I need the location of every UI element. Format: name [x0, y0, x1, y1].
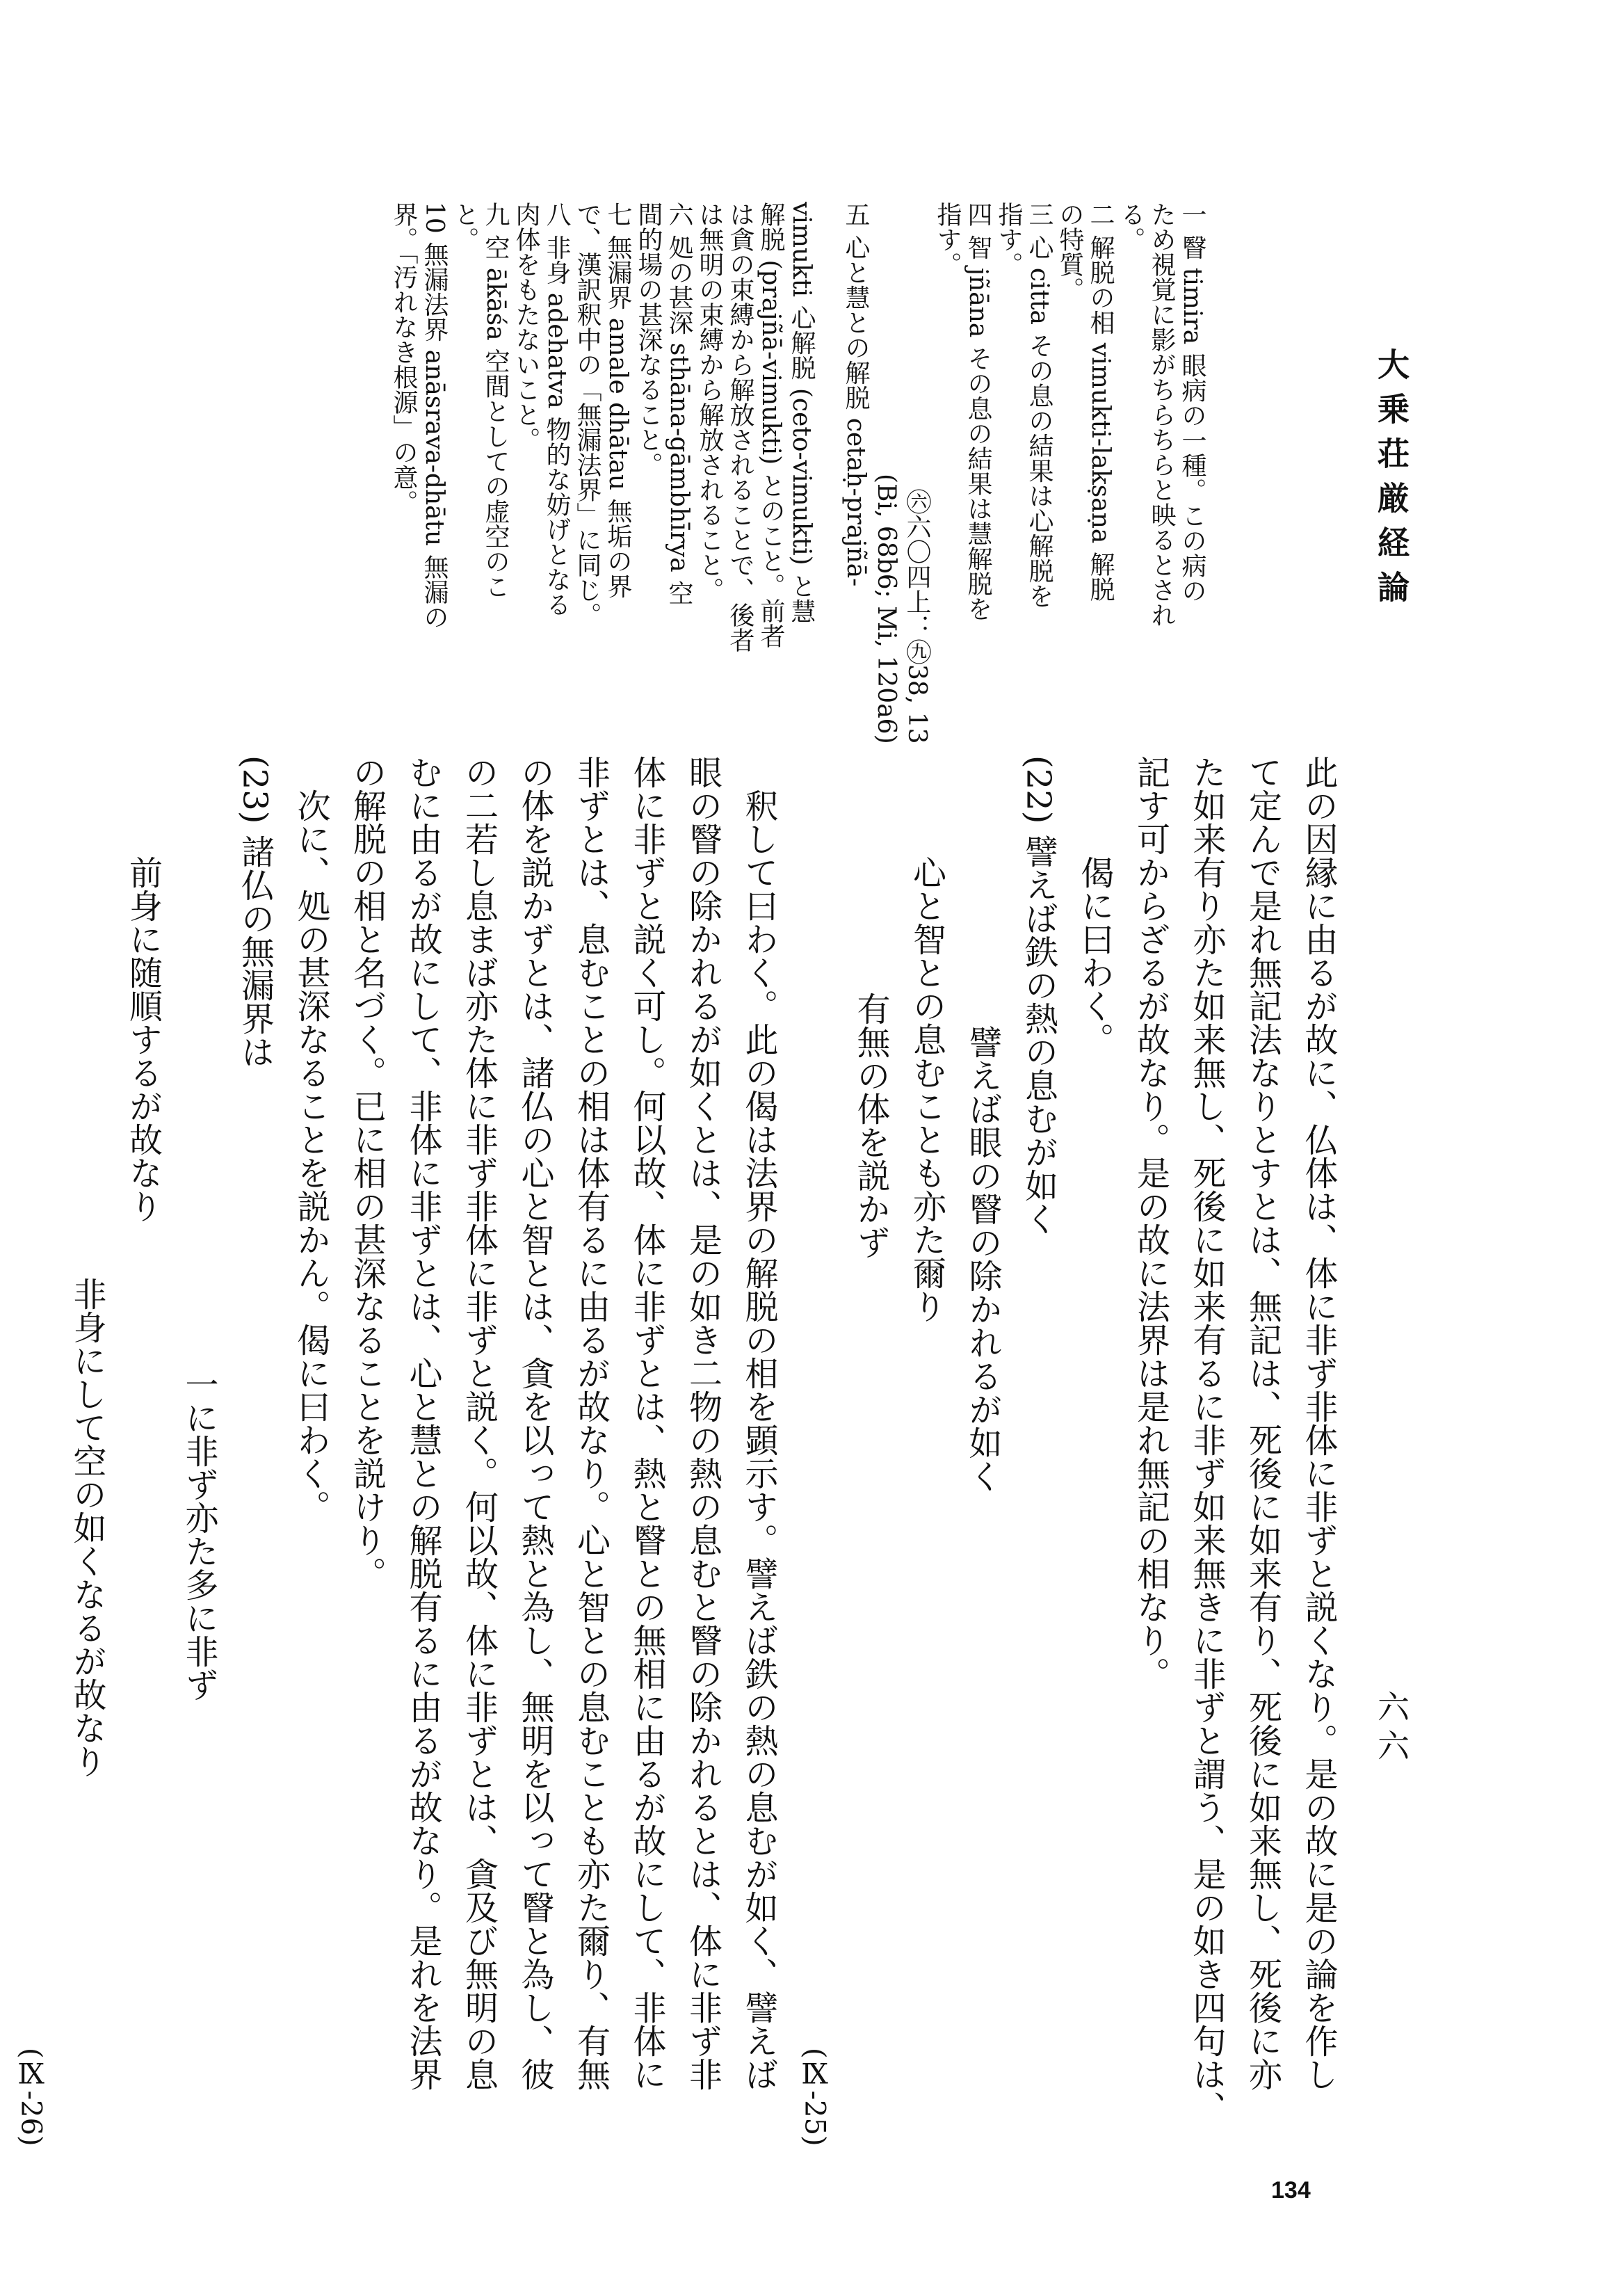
gatha-line: [171, 755, 227, 2146]
gatha-line: 心と智との息むことも亦た爾り: [907, 856, 946, 1323]
note-line: の特質。: [1056, 202, 1084, 302]
note-line: る。: [1117, 202, 1145, 252]
note-line: 10 無漏法界 anāsrava-dhātu 無漏の: [420, 202, 449, 629]
verse-reference: (Ⅸ-26): [15, 2048, 47, 2146]
gatha-line: [227, 755, 283, 2146]
note-line: で、漢訳釈中の「無漏法界」に同じ。: [573, 202, 601, 627]
gatha-line: [955, 755, 1011, 2280]
note-line: 九 空 ākāśa 空間としての虚空のこ: [481, 202, 510, 600]
gatha-second: 譬えば眼の瞖の除かれるが如く: [963, 1025, 1002, 1493]
note-line: 指す。: [994, 202, 1023, 277]
note-line: 一 瞖 timira 眼病の一種。この病の: [1178, 202, 1206, 603]
gatha-line: 前身に随順するが故なり: [123, 856, 163, 1223]
gatha-line: [786, 755, 898, 2146]
gatha-first: (23) 諸仏の無漏界は: [235, 755, 275, 1068]
note-line: vimukti 心解脱 (ceto-vimukti) と慧: [787, 202, 816, 624]
main-line: むに由るが故にして、非体に非ずとは、心と慧との解脱有るに由るが故なり。是れを法界: [403, 755, 442, 2091]
note-reference-2: (Bi, 68b6; Mi, 120a6): [872, 474, 901, 744]
note-line: 六 処の甚深 sthāna-gāmbhīrya 空: [665, 202, 693, 606]
main-line: [0, 755, 3, 2146]
note-line: 間的場の甚深なること。: [634, 202, 663, 477]
note-line: 二 解脱の相 vimukti-lakṣaṇa 解脱: [1086, 202, 1115, 602]
main-line: の二若し息まば亦た体に非ず非体に非ずと説く。何以故、体に非ずとは、貪及び無明の息: [459, 755, 499, 2091]
main-line: の体を説かずとは、諸仏の心と智とは、貪を以って熱と為し、無明を以って瞖と為し、彼: [515, 755, 554, 2091]
note-line: 解脱 (prajñā-vimukti) とのこと。前者: [757, 202, 785, 648]
main-line: て定んで是れ無記法なりとすとは、無記は、死後に如来有り、死後に如来無し、死後に亦: [1243, 755, 1282, 2091]
main-line: 記す可からざるが故なり。是の故に法界は是れ無記の相なり。: [1131, 755, 1170, 1690]
main-text-body: [0, 755, 1346, 2146]
note-line: は貪の束縛から解放されることで、後者: [726, 202, 754, 652]
page-number-kanji: 六六: [1373, 1690, 1410, 1768]
note-line: 指す。: [933, 202, 962, 277]
main-line: 眼の瞖の除かれるが如くとは、是の如き二物の熱の息むと瞖の除かれるとは、体に非ず非: [683, 755, 722, 2091]
gatha-fourth: 有無の体を説かず: [851, 992, 890, 1259]
footnotes: [388, 202, 1207, 744]
note-reference-line: [871, 202, 901, 744]
page-number: 134: [1271, 2177, 1311, 2203]
main-line: 次に、処の甚深なることを説かん。偈に曰わく。: [291, 789, 330, 1523]
main-line: 釈して曰わく。此の偈は法界の解脱の相を顕示す。譬えば鉄の熱の息むが如く、譬えば: [739, 789, 778, 2091]
note-line: 肉体をもたないこと。: [512, 202, 540, 452]
main-line: た如来有り亦た如来無し、死後に如来有るに非ず如来無きに非ずと謂う、是の如き四句は、: [1187, 755, 1226, 2124]
gatha-line: [3, 755, 115, 2146]
running-title: 大乗荘厳経論: [1373, 348, 1410, 615]
main-line: 体に非ずと説く可し。何以故、体に非ずとは、熱と瞖との無相に由るが故にして、非体に: [627, 755, 666, 2091]
gatha-fourth: 非身にして空の如くなるが故なり: [67, 1277, 106, 1778]
note-line: 界。「汚れなき根源」の意。: [389, 202, 418, 515]
note-reference-1: ㊅六〇四上：㊈38, 13: [903, 489, 931, 744]
note-line: 八 非身 adehatva 物的な妨げとなる: [542, 202, 571, 618]
gatha-second: 一に非ず亦た多に非ず: [179, 1367, 218, 1701]
note-line: 三 心 citta その息の結果は心解脱を: [1025, 202, 1053, 609]
note-line: 七 無漏界 amale dhātau 無垢の界: [604, 202, 632, 599]
main-line: 偈に曰わく。: [1075, 856, 1114, 1056]
note-line: と。: [451, 202, 479, 252]
verse-reference: (Ⅸ-25): [798, 2048, 831, 2146]
note-line: ため視覚に影がちらちらと映るとされ: [1147, 202, 1176, 627]
main-line: 此の因縁に由るが故に、仏体は、体に非ず非体に非ずと説くなり。是の故に是の論を作し: [1299, 755, 1338, 2091]
gatha-line: [1010, 755, 1067, 2146]
main-line: の解脱の相と名づく。已に相の甚深なることを説けり。: [347, 755, 387, 1590]
gatha-first: (22) 譬えば鉄の熱の息むが如く: [1019, 755, 1058, 1235]
note-line: は無明の束縛から解放されること。: [695, 202, 724, 602]
note-reference-line: [901, 202, 932, 744]
note-line: 五 心と慧との解脱 cetaḥ-prajñā-: [841, 202, 870, 587]
main-line: 非ずとは、息むことの相は体有るに由るが故なり。心と智との息むことも亦た爾り、有無: [571, 755, 611, 2091]
note-line: 四 智 jñāna その息の結果は慧解脱を: [964, 202, 992, 621]
